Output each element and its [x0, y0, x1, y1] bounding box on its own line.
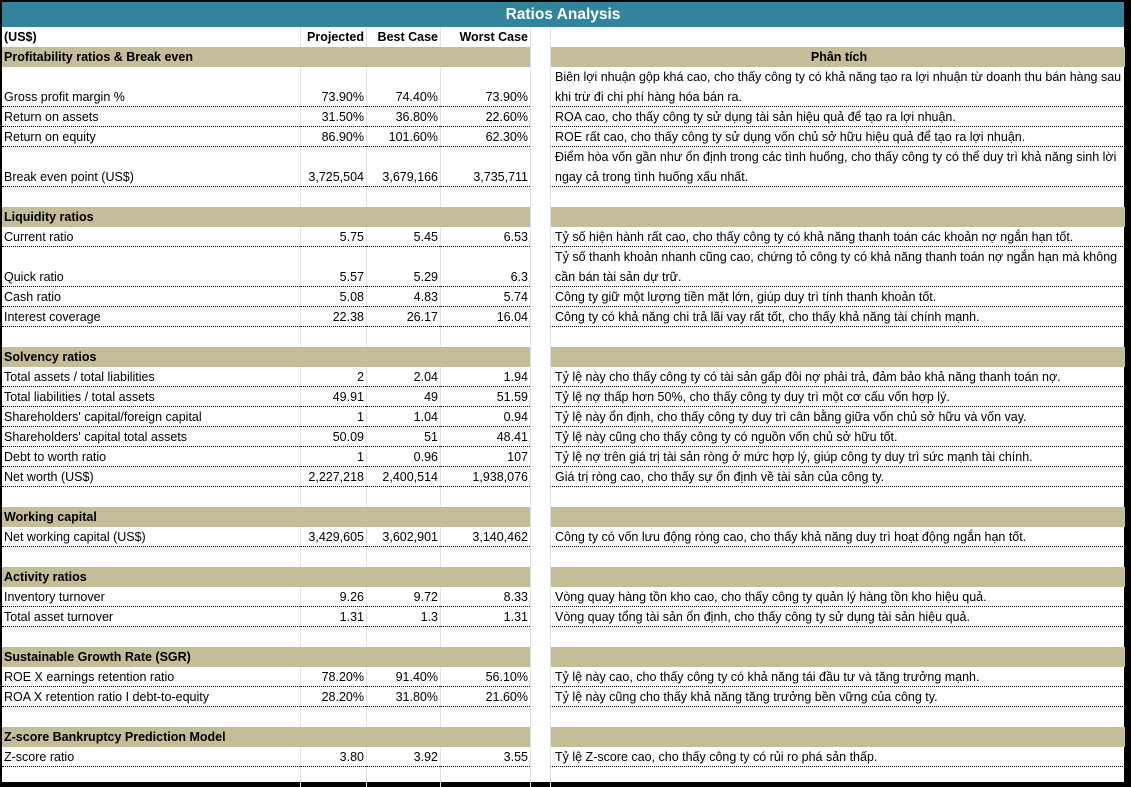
blank-cell[interactable] [550, 27, 1125, 47]
projected-value[interactable]: 1 [300, 407, 366, 427]
section-header [2, 47, 1125, 67]
col-best-case[interactable]: Best Case [366, 27, 440, 47]
col-worst-case[interactable]: Worst Case [440, 27, 530, 47]
gap-cell[interactable] [530, 227, 550, 247]
projected-value[interactable]: 1.31 [300, 607, 366, 627]
ratio-row [2, 607, 1125, 627]
blank-cell[interactable] [440, 487, 530, 507]
section-fill[interactable] [440, 727, 530, 747]
ratio-label[interactable]: Break even point (US$) [2, 147, 300, 187]
blank-cell[interactable] [2, 627, 300, 647]
blank-cell[interactable] [550, 627, 1125, 647]
blank-cell[interactable] [366, 707, 440, 727]
gap-cell[interactable] [530, 127, 550, 147]
ratio-row [2, 247, 1125, 287]
section-fill[interactable] [300, 647, 366, 667]
blank-cell[interactable] [440, 187, 530, 207]
gap-cell[interactable] [530, 347, 550, 367]
ratio-label[interactable]: Cash ratio [2, 287, 300, 307]
section-fill[interactable] [300, 567, 366, 587]
best-case-value[interactable]: 74.40% [366, 67, 440, 107]
worst-case-value[interactable]: 48.41 [440, 427, 530, 447]
blank-cell[interactable] [530, 487, 550, 507]
section-title[interactable]: Profitability ratios & Break even [2, 47, 300, 67]
ratio-label[interactable]: Total liabilities / total assets [2, 387, 300, 407]
ratio-row [2, 667, 1125, 687]
ratio-row [2, 227, 1125, 247]
unit-label[interactable]: (US$) [4, 30, 37, 44]
worst-case-value[interactable]: 6.53 [440, 227, 530, 247]
analysis-note[interactable]: ROE rất cao, cho thấy công ty sử dụng vốn chủ sở hữu hiệu quả để tạo ra lợi nhuận. [550, 127, 1125, 147]
ratio-label[interactable]: Shareholders' capital total assets [2, 427, 300, 447]
analysis-note[interactable]: ROA cao, cho thấy công ty sử dụng tài sản hiệu quả để tạo ra lợi nhuận. [550, 107, 1125, 127]
section-fill[interactable] [366, 47, 440, 67]
analysis-note[interactable]: Tỷ lệ nợ thấp hơn 50%, cho thấy công ty duy trì một cơ cấu vốn hợp lý. [550, 387, 1125, 407]
ratio-label[interactable]: Return on assets [2, 107, 300, 127]
ratio-label[interactable]: ROE X earnings retention ratio [2, 667, 300, 687]
blank-cell[interactable] [366, 327, 440, 347]
ratio-label[interactable]: Net worth (US$) [2, 467, 300, 487]
blank-row [2, 187, 1125, 207]
section-fill[interactable] [300, 727, 366, 747]
best-case-value[interactable]: 91.40% [366, 667, 440, 687]
ratio-label[interactable]: Total assets / total liabilities [2, 367, 300, 387]
blank-cell[interactable] [440, 327, 530, 347]
worst-case-value[interactable]: 107 [440, 447, 530, 467]
best-case-value[interactable]: 1.3 [366, 607, 440, 627]
worst-case-value[interactable]: 0.94 [440, 407, 530, 427]
analysis-note[interactable]: Công ty giữ một lượng tiền mặt lớn, giúp duy trì tính thanh khoản tốt. [550, 287, 1125, 307]
blank-cell[interactable] [440, 707, 530, 727]
section-fill[interactable] [440, 507, 530, 527]
col-projected[interactable]: Projected [300, 27, 366, 47]
section-fill[interactable] [550, 727, 1125, 747]
worst-case-value[interactable]: 1.31 [440, 607, 530, 627]
section-fill[interactable] [550, 207, 1125, 227]
worst-case-value[interactable]: 51.59 [440, 387, 530, 407]
analysis-note[interactable]: Tỷ lệ Z-score cao, cho thấy công ty có rủi ro phá sản thấp. [550, 747, 1125, 767]
best-case-value[interactable]: 0.96 [366, 447, 440, 467]
ratio-label[interactable]: Inventory turnover [2, 587, 300, 607]
section-header [2, 647, 1125, 667]
section-header [2, 207, 1125, 227]
projected-value[interactable]: 50.09 [300, 427, 366, 447]
gap-cell[interactable] [530, 207, 550, 227]
section-title[interactable]: Activity ratios [2, 567, 300, 587]
blank-cell[interactable] [550, 487, 1125, 507]
analysis-note[interactable]: Biên lợi nhuận gộp khá cao, cho thấy công ty có khả năng tạo ra lợi nhuận từ doanh thu bán hàng sau khi trừ đi chi phí hàng hóa bán ra. [550, 67, 1125, 107]
worst-case-value[interactable]: 1.94 [440, 367, 530, 387]
ratio-label[interactable]: Total asset turnover [2, 607, 300, 627]
gap-cell[interactable] [530, 747, 550, 767]
ratio-row [2, 287, 1125, 307]
blank-row [2, 487, 1125, 507]
section-fill[interactable] [300, 347, 366, 367]
blank-cell[interactable] [366, 547, 440, 567]
projected-value[interactable]: 31.50% [300, 107, 366, 127]
ratio-row [2, 747, 1125, 767]
best-case-value[interactable]: 36.80% [366, 107, 440, 127]
worst-case-value[interactable]: 3,140,462 [440, 527, 530, 547]
worst-case-value[interactable]: 73.90% [440, 67, 530, 107]
projected-value[interactable]: 2 [300, 367, 366, 387]
gap-cell[interactable] [530, 567, 550, 587]
blank-row [2, 327, 1125, 347]
blank-cell[interactable] [300, 327, 366, 347]
analysis-note[interactable]: Tỷ lệ nợ trên giá trị tài sản ròng ở mức hợp lý, giúp công ty duy trì sức mạnh tài chính. [550, 447, 1125, 467]
projected-value[interactable]: 1 [300, 447, 366, 467]
section-fill[interactable] [440, 347, 530, 367]
ratio-row [2, 147, 1125, 187]
section-title[interactable]: Liquidity ratios [2, 207, 300, 227]
worst-case-value[interactable]: 3,735,711 [440, 147, 530, 187]
analysis-note[interactable]: Điểm hòa vốn gần như ổn định trong các tình huống, cho thấy công ty có thể duy trì khả năng sinh lời ngay cả trong tình huống xấu nhất. [550, 147, 1125, 187]
section-header [2, 507, 1125, 527]
analysis-note[interactable]: Vòng quay hàng tồn kho cao, cho thấy công ty quản lý hàng tồn kho hiệu quả. [550, 587, 1125, 607]
gap-cell[interactable] [530, 47, 550, 67]
blank-cell[interactable] [366, 767, 440, 787]
section-title[interactable]: Solvency ratios [2, 347, 300, 367]
blank-cell[interactable] [550, 327, 1125, 347]
ratio-label[interactable]: Z-score ratio [2, 747, 300, 767]
worst-case-value[interactable]: 56.10% [440, 667, 530, 687]
gap-cell[interactable] [530, 427, 550, 447]
ratio-row [2, 427, 1125, 447]
projected-value[interactable]: 49.91 [300, 387, 366, 407]
worst-case-value[interactable]: 22.60% [440, 107, 530, 127]
analysis-note[interactable]: Tỷ lệ này ổn định, cho thấy công ty duy trì cân bằng giữa vốn chủ sở hữu và vốn vay. [550, 407, 1125, 427]
blank-cell[interactable] [300, 487, 366, 507]
gap-cell[interactable] [530, 507, 550, 527]
best-case-value[interactable]: 3,602,901 [366, 527, 440, 547]
best-case-value[interactable]: 5.45 [366, 227, 440, 247]
section-title[interactable]: Z-score Bankruptcy Prediction Model [2, 727, 300, 747]
ratio-label[interactable]: Return on equity [2, 127, 300, 147]
gap-cell[interactable] [530, 27, 550, 47]
ratio-row [2, 367, 1125, 387]
blank-cell[interactable] [440, 627, 530, 647]
blank-cell[interactable] [530, 327, 550, 347]
analysis-note[interactable]: Tỷ lệ này cho thấy công ty có tài sản gấp đôi nợ phải trả, đảm bảo khả năng thanh toán nợ. [550, 367, 1125, 387]
section-fill[interactable] [440, 567, 530, 587]
analysis-note[interactable]: Tỷ lệ này cao, cho thấy công ty có khả năng tái đầu tư và tăng trưởng mạnh. [550, 667, 1125, 687]
ratio-label[interactable]: Quick ratio [2, 247, 300, 287]
best-case-value[interactable]: 49 [366, 387, 440, 407]
ratio-row [2, 447, 1125, 467]
section-fill[interactable] [366, 727, 440, 747]
analysis-note[interactable]: Tỷ số hiện hành rất cao, cho thấy công ty có khả năng thanh toán các khoản nợ ngắn hạn tốt. [550, 227, 1125, 247]
section-fill[interactable] [440, 647, 530, 667]
analysis-note[interactable]: Tỷ số thanh khoản nhanh cũng cao, chứng tỏ công ty có khả năng thanh toán nợ ngắn hạn mà không cần bán tài sản dự trữ. [550, 247, 1125, 287]
section-header [2, 567, 1125, 587]
gap-cell[interactable] [530, 447, 550, 467]
gap-cell[interactable] [530, 67, 550, 107]
projected-value[interactable]: 78.20% [300, 667, 366, 687]
best-case-value[interactable]: 1.04 [366, 407, 440, 427]
section-fill[interactable] [300, 47, 366, 67]
projected-value[interactable]: 5.08 [300, 287, 366, 307]
gap-cell[interactable] [530, 687, 550, 707]
blank-cell[interactable] [530, 767, 550, 787]
ratios-sheet [2, 2, 1127, 782]
blank-cell[interactable] [2, 547, 300, 567]
blank-row [2, 767, 1125, 787]
projected-value[interactable]: 9.26 [300, 587, 366, 607]
analysis-note[interactable]: Tỷ lệ này cũng cho thấy công ty có nguồn vốn chủ sở hữu tốt. [550, 427, 1125, 447]
section-fill[interactable] [366, 507, 440, 527]
blank-cell[interactable] [440, 767, 530, 787]
ratio-row [2, 127, 1125, 147]
worst-case-value[interactable]: 1,938,076 [440, 467, 530, 487]
gap-cell[interactable] [530, 247, 550, 287]
blank-cell[interactable] [2, 327, 300, 347]
section-fill[interactable] [550, 507, 1125, 527]
best-case-value[interactable]: 26.17 [366, 307, 440, 327]
blank-row [2, 627, 1125, 647]
best-case-value[interactable]: 3.92 [366, 747, 440, 767]
blank-cell[interactable] [366, 627, 440, 647]
blank-cell[interactable] [366, 187, 440, 207]
ratio-row [2, 407, 1125, 427]
ratio-label[interactable]: Shareholders' capital/foreign capital [2, 407, 300, 427]
section-fill[interactable] [366, 207, 440, 227]
worst-case-value[interactable]: 16.04 [440, 307, 530, 327]
gap-cell[interactable] [530, 107, 550, 127]
ratio-row [2, 387, 1125, 407]
section-fill[interactable] [550, 567, 1125, 587]
blank-cell[interactable] [550, 767, 1125, 787]
section-title[interactable]: Sustainable Growth Rate (SGR) [2, 647, 300, 667]
section-fill[interactable] [550, 647, 1125, 667]
blank-cell[interactable] [2, 487, 300, 507]
section-fill[interactable] [440, 47, 530, 67]
section-header [2, 727, 1125, 747]
worst-case-value[interactable]: 8.33 [440, 587, 530, 607]
best-case-value[interactable]: 101.60% [366, 127, 440, 147]
projected-value[interactable]: 22.38 [300, 307, 366, 327]
gap-cell[interactable] [530, 667, 550, 687]
section-fill[interactable] [366, 567, 440, 587]
section-fill[interactable] [550, 347, 1125, 367]
blank-cell[interactable] [300, 547, 366, 567]
best-case-value[interactable]: 51 [366, 427, 440, 447]
gap-cell[interactable] [530, 407, 550, 427]
gap-cell[interactable] [530, 607, 550, 627]
column-header-row [2, 27, 1125, 47]
ratio-label[interactable]: ROA X retention ratio I debt-to-equity [2, 687, 300, 707]
worst-case-value[interactable]: 5.74 [440, 287, 530, 307]
best-case-value[interactable]: 3,679,166 [366, 147, 440, 187]
projected-value[interactable]: 28.20% [300, 687, 366, 707]
blank-cell[interactable] [530, 627, 550, 647]
section-header [2, 347, 1125, 367]
gap-cell[interactable] [530, 467, 550, 487]
analysis-header[interactable]: Phân tích [550, 47, 1125, 67]
gap-cell[interactable] [530, 647, 550, 667]
ratio-label[interactable]: Interest coverage [2, 307, 300, 327]
gap-cell[interactable] [530, 307, 550, 327]
ratio-row [2, 467, 1125, 487]
ratio-label[interactable]: Current ratio [2, 227, 300, 247]
best-case-value[interactable]: 4.83 [366, 287, 440, 307]
analysis-note[interactable]: Giá trị ròng cao, cho thấy sự ổn định về tài sản của công ty. [550, 467, 1125, 487]
blank-row [2, 547, 1125, 567]
section-fill[interactable] [366, 347, 440, 367]
section-fill[interactable] [440, 207, 530, 227]
best-case-value[interactable]: 31.80% [366, 687, 440, 707]
blank-cell[interactable] [550, 547, 1125, 567]
blank-cell[interactable] [300, 707, 366, 727]
projected-value[interactable]: 5.75 [300, 227, 366, 247]
ratio-row [2, 587, 1125, 607]
ratio-row [2, 107, 1125, 127]
section-fill[interactable] [300, 207, 366, 227]
projected-value[interactable]: 2,227,218 [300, 467, 366, 487]
sheet-title: Ratios Analysis [2, 2, 1124, 27]
analysis-note[interactable]: Vòng quay tổng tài sản ổn định, cho thấy công ty sử dụng tài sản hiệu quả. [550, 607, 1125, 627]
ratio-row [2, 527, 1125, 547]
blank-row [2, 707, 1125, 727]
blank-cell[interactable] [530, 547, 550, 567]
blank-cell[interactable] [300, 187, 366, 207]
section-fill[interactable] [300, 507, 366, 527]
worst-case-value[interactable]: 21.60% [440, 687, 530, 707]
ratio-row [2, 67, 1125, 107]
gap-cell[interactable] [530, 587, 550, 607]
blank-cell[interactable] [2, 767, 300, 787]
blank-cell[interactable] [300, 627, 366, 647]
worst-case-value[interactable]: 6.3 [440, 247, 530, 287]
ratio-label[interactable]: Net working capital (US$) [2, 527, 300, 547]
best-case-value[interactable]: 2.04 [366, 367, 440, 387]
gap-cell[interactable] [530, 287, 550, 307]
gap-cell[interactable] [530, 387, 550, 407]
gap-cell[interactable] [530, 727, 550, 747]
gap-cell[interactable] [530, 367, 550, 387]
best-case-value[interactable]: 5.29 [366, 247, 440, 287]
projected-value[interactable]: 3,429,605 [300, 527, 366, 547]
projected-value[interactable]: 5.57 [300, 247, 366, 287]
analysis-note[interactable]: Công ty có vốn lưu động ròng cao, cho thấy khả năng duy trì hoạt động ngắn hạn tốt. [550, 527, 1125, 547]
gap-cell[interactable] [530, 147, 550, 187]
section-fill[interactable] [366, 647, 440, 667]
best-case-value[interactable]: 9.72 [366, 587, 440, 607]
section-title[interactable]: Working capital [2, 507, 300, 527]
ratio-row [2, 307, 1125, 327]
blank-cell[interactable] [2, 707, 300, 727]
blank-cell[interactable] [366, 487, 440, 507]
ratio-label[interactable]: Debt to worth ratio [2, 447, 300, 467]
blank-cell[interactable] [2, 187, 300, 207]
blank-cell[interactable] [550, 707, 1125, 727]
blank-cell[interactable] [300, 767, 366, 787]
projected-value[interactable]: 73.90% [300, 67, 366, 107]
gap-cell[interactable] [530, 527, 550, 547]
ratio-label[interactable]: Gross profit margin % [2, 67, 300, 107]
best-case-value[interactable]: 2,400,514 [366, 467, 440, 487]
projected-value[interactable]: 3,725,504 [300, 147, 366, 187]
worst-case-value[interactable]: 3.55 [440, 747, 530, 767]
projected-value[interactable]: 86.90% [300, 127, 366, 147]
worst-case-value[interactable]: 62.30% [440, 127, 530, 147]
analysis-note[interactable]: Tỷ lệ này cũng cho thấy khả năng tăng trưởng bền vững của công ty. [550, 687, 1125, 707]
ratio-row [2, 687, 1125, 707]
projected-value[interactable]: 3.80 [300, 747, 366, 767]
blank-cell[interactable] [530, 707, 550, 727]
analysis-note[interactable]: Công ty có khả năng chi trả lãi vay rất tốt, cho thấy khả năng tài chính mạnh. [550, 307, 1125, 327]
blank-cell[interactable] [530, 187, 550, 207]
blank-cell[interactable] [440, 547, 530, 567]
blank-cell[interactable] [550, 187, 1125, 207]
